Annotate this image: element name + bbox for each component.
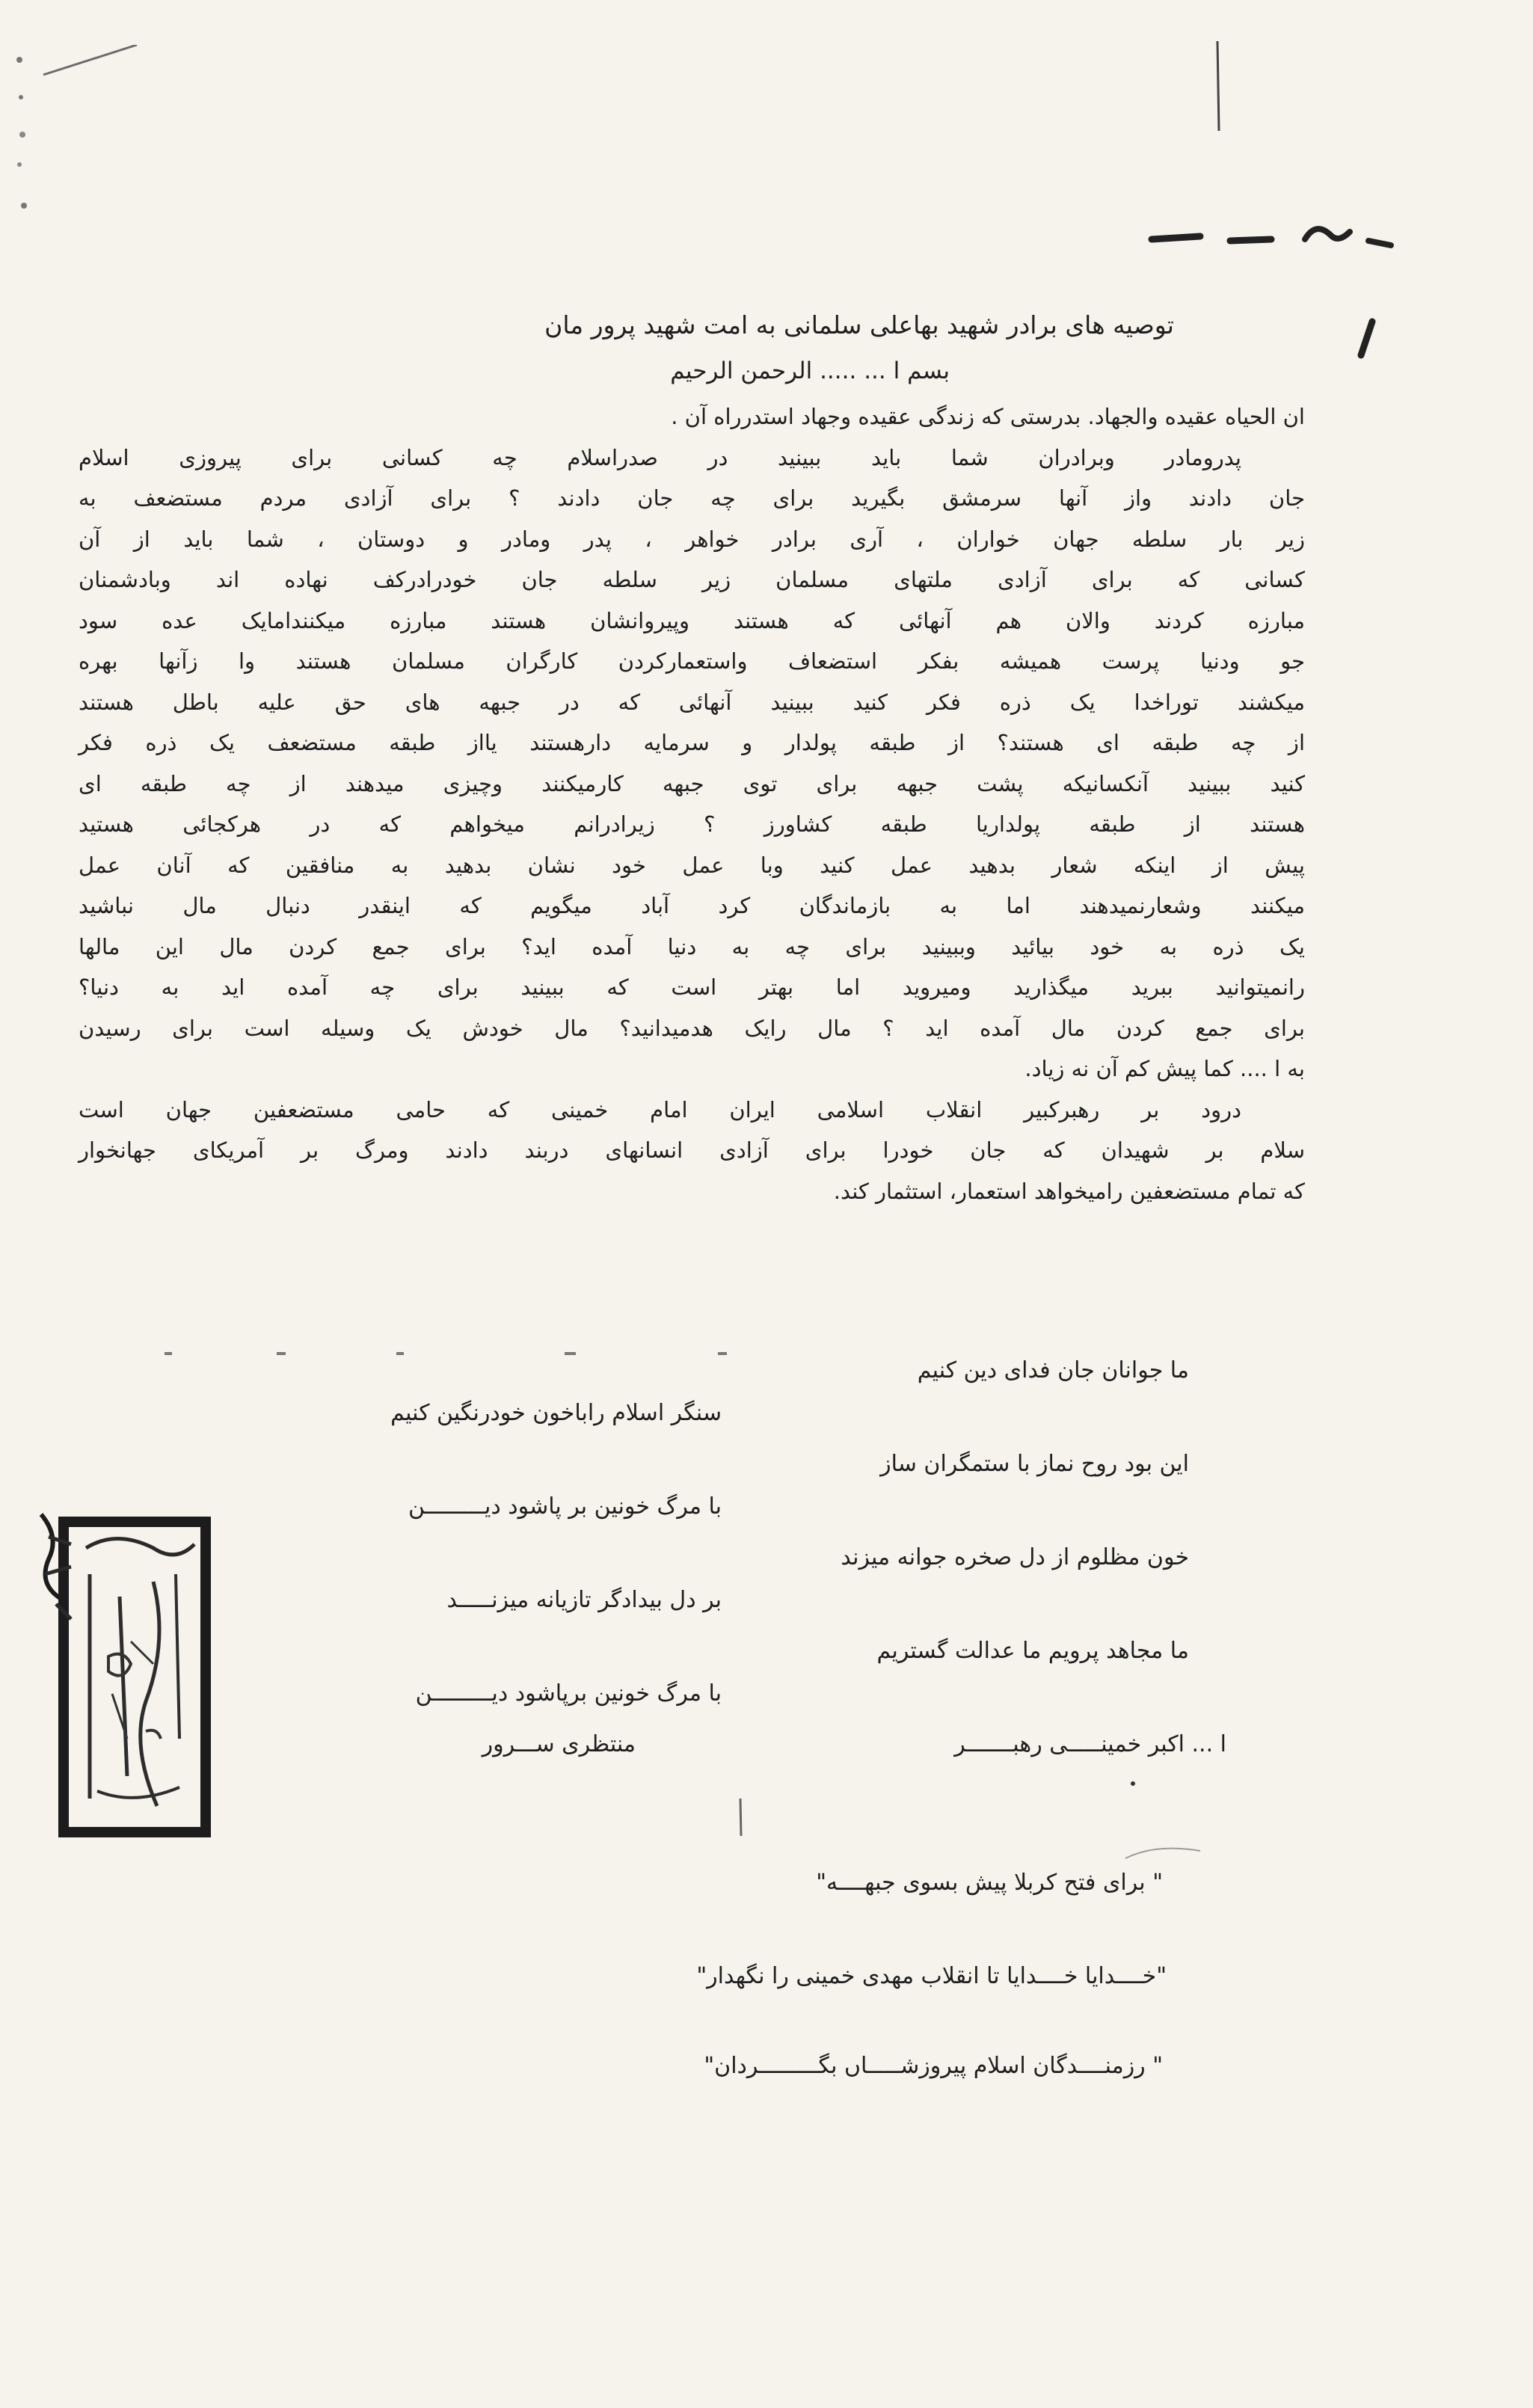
body-line: هستند از طبقه پولداریا طبقه کشاورز ؟ زیرادرانم میخواهم که در هرکجائی هستید: [79, 811, 1305, 837]
poem-line: ما مجاهد پرویم ما عدالت گستریم: [876, 1638, 1189, 1664]
pen-stroke: [733, 1795, 748, 1840]
bismillah-line: بسم ا ... ..... الرحمن الرحیم: [670, 357, 950, 384]
body-line: از چه طبقه ای هستند؟ از طبقه پولدار و سرمایه دارهستند یااز طبقه مستضعف یک ذره فکر: [79, 730, 1305, 755]
poem-line: ما جوانان جان فدای دین کنیم: [917, 1357, 1189, 1383]
poem-line: منتظری ســـرور: [482, 1731, 636, 1757]
poem-line: با مرگ خونین بر پاشود دیـــــــــن: [408, 1493, 722, 1520]
poem-line: با مرگ خونین برپاشود دیـــــــــن: [415, 1680, 722, 1707]
ink-dot: [1125, 1776, 1140, 1791]
body-line: کسانی که برای آزادی ملتهای مسلمان زیر سلطه جان خودرادرکف نهاده اند وبادشمنان: [79, 567, 1305, 592]
body-line: درود بر رهبرکبیر انقلاب اسلامی ایران امام خمینی که حامی مستضعفین جهان است: [79, 1096, 1241, 1122]
body-line: رانمیتوانید ببرید میگذارید ومیروید اما بهتر است که ببینید برای چه آمده اید به دنیا؟: [79, 974, 1305, 1000]
body-line: جو ودنیا پرست همیشه بفکر استضعاف واستعمارکردن کارگران مسلمان هستند وا زآنها بهره: [79, 648, 1305, 674]
closing-slogan: " رزمنــــدگان اسلام پیروزشـــــاں بگـــــــــردان": [704, 2053, 1163, 2079]
body-line: پدرومادر وبرادران شما باید ببینید در صدراسلام چه کسانی برای پیروزی اسلام: [79, 444, 1241, 470]
body-line: میکنند وشعارنمیدهند اما به بازماندگان کرد آباد میگویم که اینقدر دنبال مال نباشید: [79, 893, 1305, 918]
body-line: کنید ببینید آنکسانیکه پشت جبهه برای توی جبهه کارمیکنند وچیزی میدهند از چه طبقه ای: [79, 770, 1305, 796]
pen-stroke: [1211, 37, 1226, 135]
body-line: پیش از اینکه شعار بدهید عمل کنید وبا عمل خود نشان بدهید به منافقین که آنان عمل: [79, 852, 1305, 878]
closing-slogan: " برای فتح کربلا پیش بسوی جبهــــه": [816, 1870, 1163, 1896]
body-line: سلام بر شهیدان که جان خودرا برای آزادی انسانهای دربند دادند ومرگ بر آمریکای جهانخوار: [79, 1137, 1305, 1163]
body-line: جان دادند واز آنها سرمشق بگیرید برای چه جان دادند ؟ برای آزادی مردم مستضعف به: [79, 485, 1305, 511]
body-line: مبارزه کردند والان هم آنهائی که هستند وپیروانشان هستند مبارزه میکنندامایک عده سود: [79, 607, 1305, 633]
pencil-trace: [1122, 1843, 1204, 1866]
body-line: که تمام مستضعفین رامیخواهد استعمار، استثمار کند.: [833, 1178, 1305, 1204]
poem-line: ا ... اکبر خمینـــــی رهبـــــــر: [954, 1731, 1226, 1757]
body-line: برای جمع کردن مال آمده اید ؟ مال رایک هدمیدانید؟ مال خودش یک وسیله است برای رسیدن: [79, 1015, 1305, 1041]
faint-dash-row: [150, 1346, 748, 1361]
handwritten-dashes: [1144, 209, 1398, 359]
body-line: به ا .... کما پیش کم آن نه زیاد.: [1024, 1056, 1305, 1081]
body-line: یک ذره به خود بیائید وببینید برای چه به دنیا آمده اید؟ برای جمع کردن مال این مالها: [79, 933, 1305, 959]
poem-line: بر دل بیدادگر تازیانه میزنـــــد: [446, 1587, 722, 1613]
stamp-seal: [34, 1507, 221, 1843]
body-line: زیر بار سلطه جهان خواران ، آری برادر خواهر ، پدر ومادر و دوستان ، شما باید از آن: [79, 526, 1305, 552]
poem-line: خون مظلوم از دل صخره جوانه میزند: [841, 1544, 1189, 1570]
binding-marks: [13, 45, 163, 239]
body-line: ان الحیاه عقیده والجهاد. بدرستی که زندگی عقیده وجهاد استدرراه آن .: [671, 404, 1305, 429]
closing-slogan: "خــــدایا خــــدایا تا انقلاب مهدی خمینی را نگهدار": [696, 1963, 1167, 1989]
body-line: میکشند توراخدا یک ذره فکر کنید ببینید آنهائی که در جبهه های حق علیه باطل هستند: [79, 689, 1305, 715]
letter-body: [79, 396, 1305, 1211]
document-title: توصیه های برادر شهید بهاعلی سلمانی به امت شهید پرور مان: [544, 310, 1174, 340]
poem-line: سنگر اسلام راباخون خودرنگین کنیم: [390, 1400, 722, 1426]
poem-line: این بود روح نماز با ستمگران ساز: [880, 1451, 1189, 1477]
